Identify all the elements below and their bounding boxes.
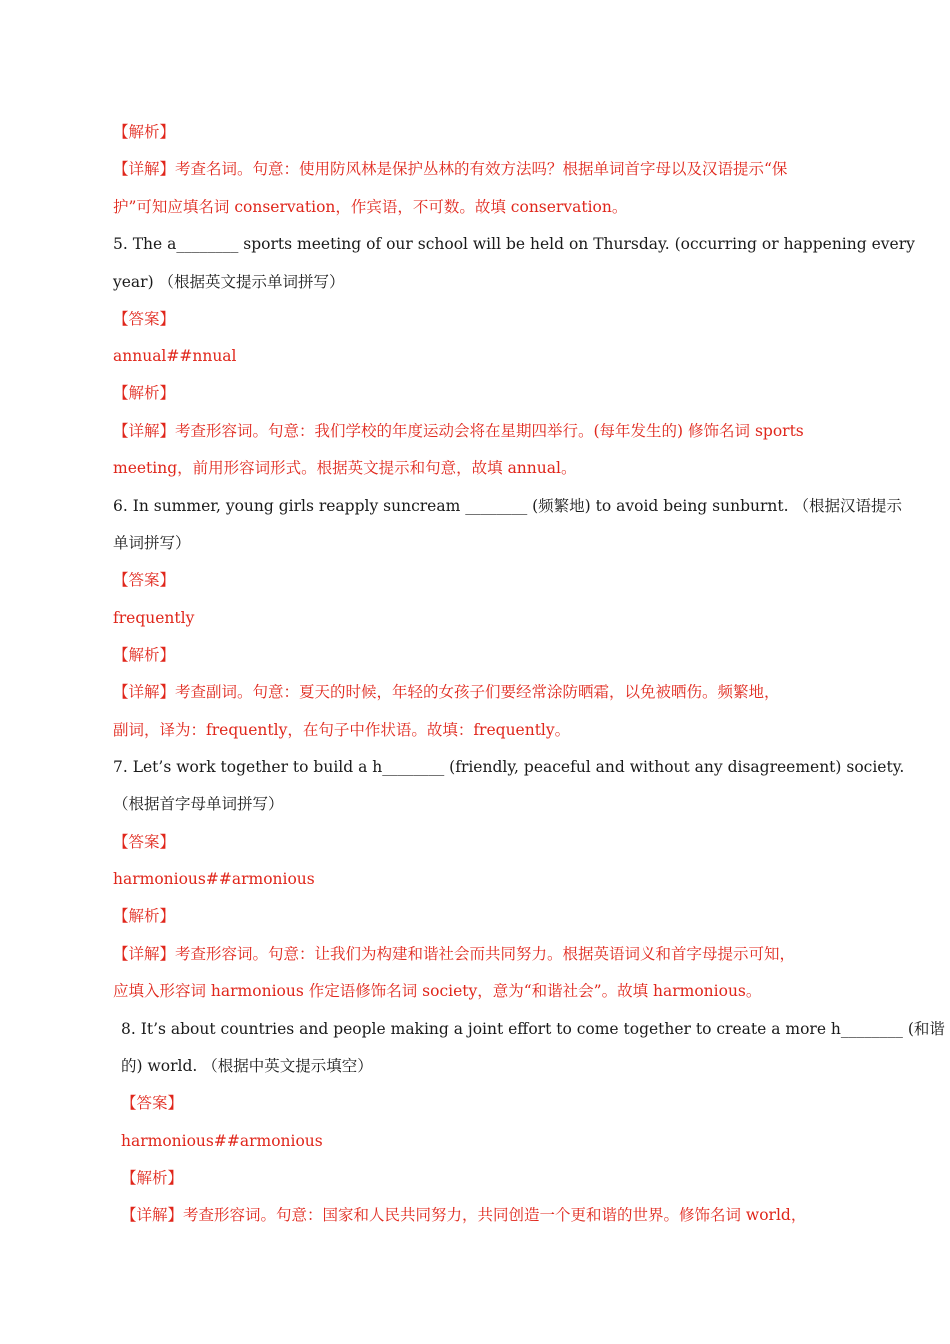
explanation-line: 【详解】考查副词。句意：夏天的时候，年轻的女孩子们要经常涂防晒霜，以免被晒伤。频繁地， (113, 683, 780, 701)
section-label-analysis: 【解析】 (113, 384, 176, 402)
explanation-line: meeting，前用形容词形式。根据英文提示和句意，故填 annual。 (113, 459, 577, 477)
answer-text: harmonious##armonious (121, 1132, 323, 1150)
question-6-line: 6. In summer, young girls reapply suncream ________ (频繁地) to avoid being sunburnt. （根据汉语提示 (113, 497, 902, 515)
question-7-line: （根据首字母单词拼写） (113, 795, 284, 813)
question-5-line: year) （根据英文提示单词拼写） (113, 273, 345, 291)
explanation-line: 护”可知应填名词 conservation，作宾语，不可数。故填 conservation。 (113, 198, 628, 216)
explanation-line: 应填入形容词 harmonious 作定语修饰名词 society，意为“和谐社会”。故填 harmonious。 (113, 982, 762, 1000)
answer-text: frequently (113, 609, 195, 627)
explanation-line: 【详解】考查形容词。句意：让我们为构建和谐社会而共同努力。根据英语词义和首字母提示可知， (113, 945, 796, 963)
explanation-line: 【详解】考查名词。句意：使用防风林是保护丛林的有效方法吗？根据单词首字母以及汉语提示“保 (113, 160, 788, 178)
question-8-line: 的) world. （根据中英文提示填空） (121, 1057, 373, 1075)
section-label-analysis: 【解析】 (113, 907, 176, 925)
question-7-line: 7. Let’s work together to build a h________ (friendly, peaceful and without any disagreement) society. (113, 758, 905, 776)
section-label-answer: 【答案】 (113, 310, 176, 328)
explanation-line: 副词，译为：frequently，在句子中作状语。故填：frequently。 (113, 721, 571, 739)
explanation-line: 【详解】考查形容词。句意：国家和人民共同努力，共同创造一个更和谐的世界。修饰名词 world， (121, 1206, 807, 1224)
section-label-analysis: 【解析】 (113, 123, 176, 141)
answer-text: annual##nnual (113, 347, 237, 365)
answer-text: harmonious##armonious (113, 870, 315, 888)
section-label-analysis: 【解析】 (113, 646, 176, 664)
section-label-answer: 【答案】 (113, 833, 176, 851)
section-label-answer: 【答案】 (121, 1094, 184, 1112)
explanation-line: 【详解】考查形容词。句意：我们学校的年度运动会将在星期四举行。(每年发生的) 修饰名词 sports (113, 422, 804, 440)
question-6-line: 单词拼写） (113, 534, 191, 552)
question-8-line: 8. It’s about countries and people making a joint effort to come together to create a more h________ (和谐 (121, 1020, 945, 1038)
section-label-analysis: 【解析】 (121, 1169, 184, 1187)
section-label-answer: 【答案】 (113, 571, 176, 589)
question-5-line: 5. The a________ sports meeting of our school will be held on Thursday. (occurring or happening every (113, 235, 915, 253)
